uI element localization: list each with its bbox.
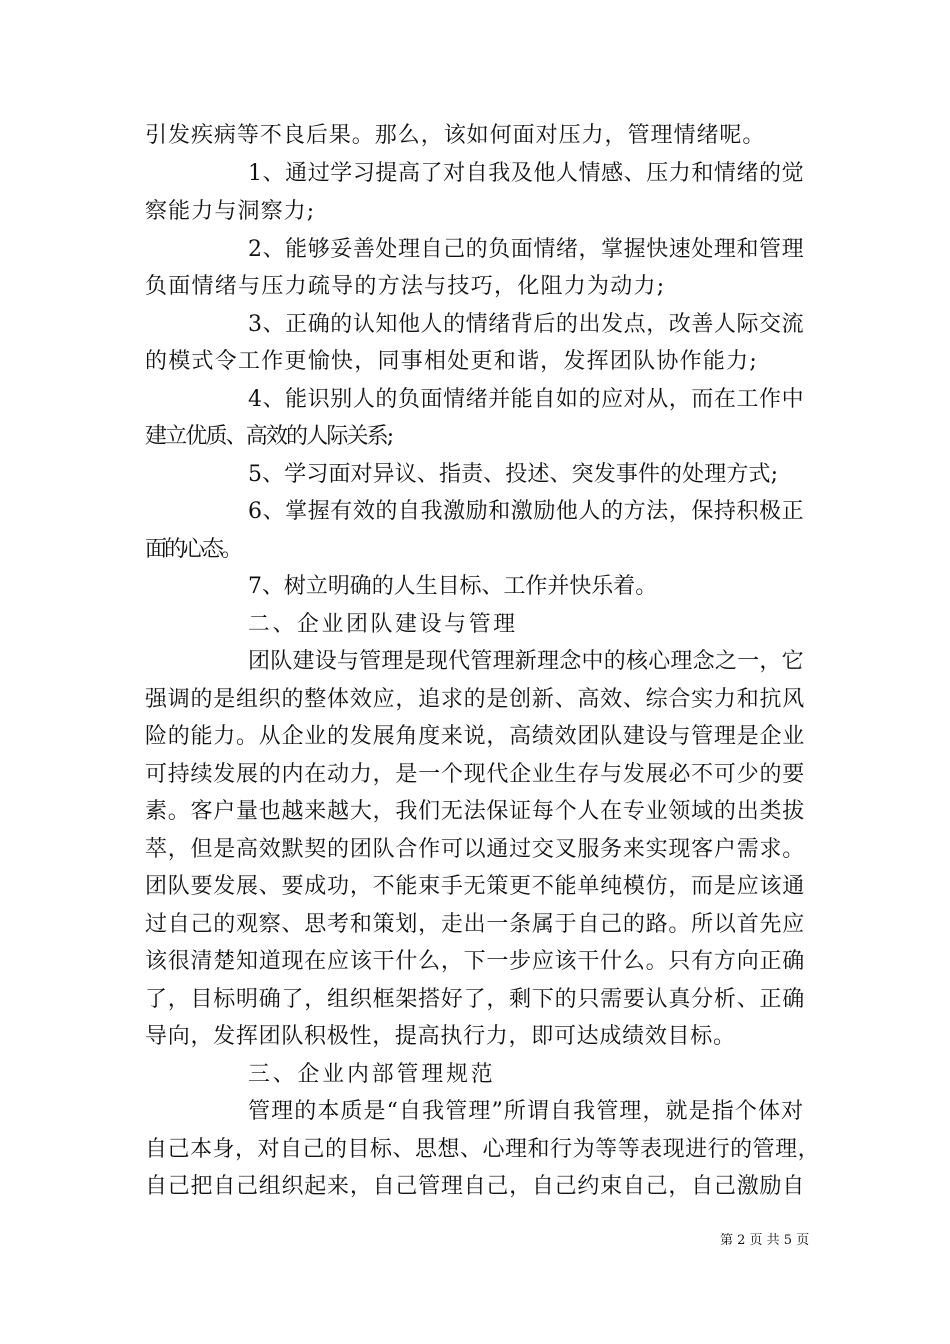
section-heading-3: 三、企业内部管理规范: [248, 1062, 496, 1087]
list-item-4-cont: 建立优质、高效的人际关系;: [145, 424, 393, 449]
paragraph-line: 自己本身，对自己的目标、思想、心理和行为等等表现进行的管理，: [145, 1137, 821, 1162]
paragraph-line: 素。客户量也越来越大，我们无法保证每个人在专业领域的出类拔: [145, 799, 805, 824]
paragraph-line: 萃，但是高效默契的团队合作可以通过交叉服务来实现客户需求。: [145, 837, 805, 862]
list-item-5-line: 5、学习面对异议、指责、投述、突发事件的处理方式;: [248, 462, 779, 487]
page-number-footer: 第 2 页 共 5 页: [720, 1233, 810, 1248]
list-item-2-cont: 负面情绪与压力疏导的方法与技巧，化阻力为动力;: [145, 274, 666, 299]
paragraph-line: 自己把自己组织起来，自己管理自己，自己约束自己，自己激励自: [145, 1174, 805, 1199]
paragraph-line: 强调的是组织的整体效应，追求的是创新、高效、综合实力和抗风: [145, 687, 805, 712]
list-item-1-cont: 察能力与洞察力;: [145, 199, 316, 224]
list-item-3-line: 3、正确的认知他人的情绪背后的出发点，改善人际交流: [248, 312, 805, 337]
paragraph-line: 管理的本质是“自我管理”所谓自我管理，就是指个体对: [248, 1099, 805, 1124]
list-item-1-line: 1、通过学习提高了对自我及他人情感、压力和情绪的觉: [248, 161, 805, 186]
paragraph-line: 团队要发展、要成功，不能束手无策更不能单纯模仿，而是应该通: [145, 874, 805, 899]
list-item-3-cont: 的模式令工作更愉快，同事相处更和谐，发挥团队协作能力;: [145, 349, 759, 374]
paragraph-line: 了，目标明确了，组织框架搭好了，剩下的只需要认真分析、正确: [145, 987, 805, 1012]
list-item-4-line: 4、能识别人的负面情绪并能自如的应对从，而在工作中: [248, 387, 805, 412]
list-item-7-line: 7、树立明确的人生目标、工作并快乐着。: [248, 574, 658, 599]
paragraph-line: 险的能力。从企业的发展角度来说，高绩效团队建设与管理是企业: [145, 724, 805, 749]
list-item-6-line: 6、掌握有效的自我激励和激励他人的方法，保持积极正: [248, 499, 805, 524]
paragraph-line: 团队建设与管理是现代管理新理念中的核心理念之一，它: [248, 649, 804, 674]
list-item-6-cont: 面的心态。: [145, 537, 241, 562]
paragraph-line: 该很清楚知道现在应该干什么，下一步应该干什么。只有方向正确: [145, 949, 805, 974]
body-text-line: 引发疾病等不良后果。那么，该如何面对压力，管理情绪呢。: [145, 123, 766, 148]
paragraph-line: 导向，发挥团队积极性，提高执行力，即可达成绩效目标。: [145, 1024, 736, 1049]
paragraph-line: 可持续发展的内在动力，是一个现代企业生存与发展必不可少的要: [145, 762, 805, 787]
list-item-2-line: 2、能够妥善处理自己的负面情绪，掌握快速处理和管理: [248, 237, 805, 262]
section-heading-2: 二、企业团队建设与管理: [248, 612, 518, 637]
paragraph-line: 过自己的观察、思考和策划，走出一条属于自己的路。所以首先应: [145, 912, 805, 937]
